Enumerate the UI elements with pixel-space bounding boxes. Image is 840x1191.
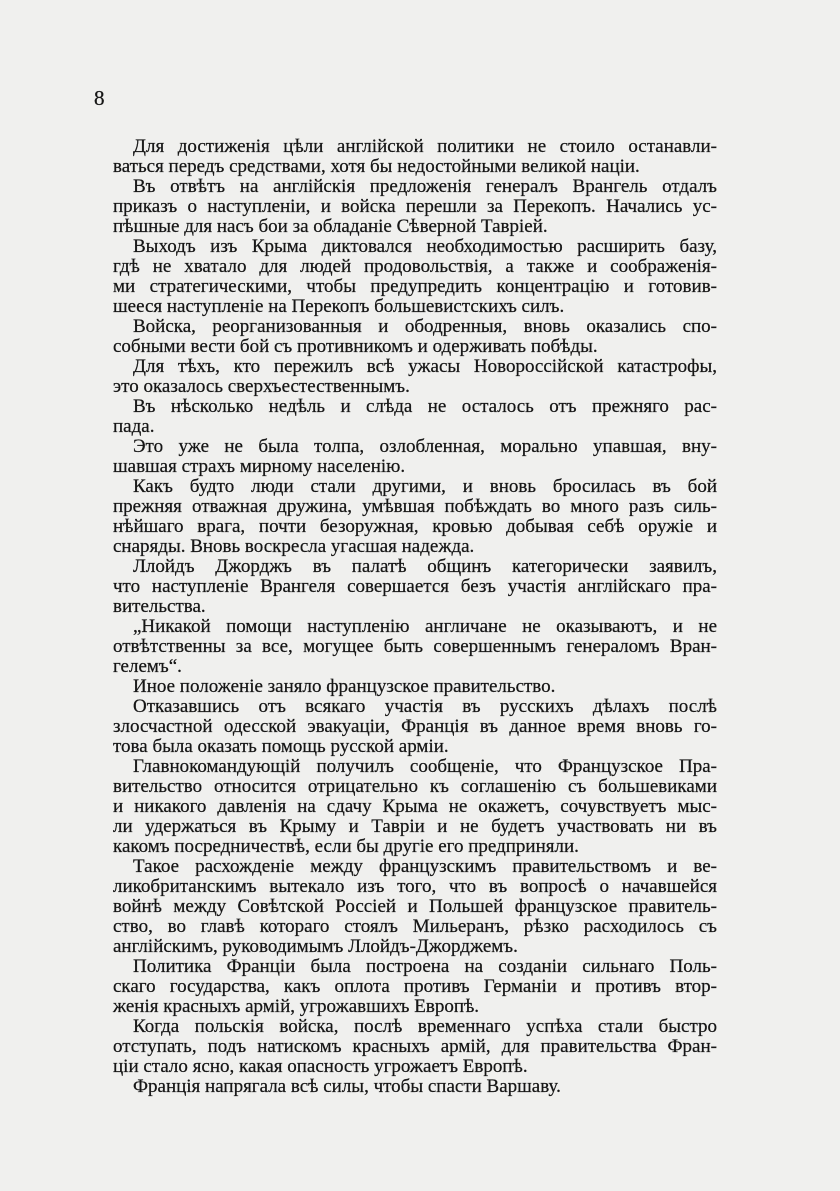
text-line: какомъ посредничествѣ, если бы другіе его предприняли. bbox=[113, 836, 579, 857]
text-line: снаряды. Вновь воскресла угасшая надежда. bbox=[113, 536, 475, 557]
paragraph bbox=[113, 857, 717, 957]
text-line: ли удержаться въ Крыму и Тавріи и не будетъ участвовать ни въ bbox=[113, 816, 717, 837]
text-line: вительство относится отрицательно къ соглашенію съ большевиками bbox=[113, 776, 717, 797]
text-line: скаго государства, какъ оплота противъ Германіи и противъ втор- bbox=[113, 976, 717, 997]
text-line: это оказалось сверхъестественнымъ. bbox=[113, 376, 410, 397]
text-line: отступать, подъ натискомъ красныхъ армій, для правительства Фран- bbox=[113, 1036, 717, 1057]
text-line: Для достиженія цѣли англійской политики не стоило останавли- bbox=[133, 136, 717, 157]
text-block bbox=[113, 137, 717, 1097]
text-line: шееся наступленіе на Перекопъ большевистскихъ силъ. bbox=[113, 296, 565, 317]
paragraph bbox=[113, 1017, 717, 1077]
text-line: и никакого давленія на сдачу Крыма не окажетъ, сочувствуетъ мыс- bbox=[113, 796, 717, 817]
text-line: англійскимъ, руководимымъ Ллойдъ-Джорджемъ. bbox=[113, 936, 518, 957]
text-line: ство, во главѣ котораго стоялъ Мильеранъ, рѣзко расходилось съ bbox=[113, 916, 717, 937]
paragraph bbox=[113, 697, 717, 757]
text-line: Въ нѣсколько недѣль и слѣда не осталось отъ прежняго рас- bbox=[133, 396, 717, 417]
paragraph bbox=[113, 317, 717, 357]
text-line: Это уже не была толпа, озлобленная, морально упавшая, вну- bbox=[133, 436, 717, 457]
paragraph bbox=[113, 957, 717, 1017]
text-line: прежняя отважная дружина, умѣвшая побѣждать во много разъ силь- bbox=[113, 496, 717, 517]
text-line: злосчастной одесской эвакуаціи, Франція въ данное время вновь го- bbox=[113, 716, 717, 737]
text-line: това была оказать помощь русской арміи. bbox=[113, 736, 449, 757]
text-line: ликобританскимъ вытекало изъ того, что въ вопросѣ о начавшейся bbox=[113, 876, 717, 897]
text-line: пада. bbox=[113, 416, 155, 437]
text-line: Когда польскія войска, послѣ временнаго успѣха стали быстро bbox=[133, 1016, 717, 1037]
text-line: Ллойдъ Джорджъ въ палатѣ общинъ категорически заявилъ, bbox=[133, 556, 717, 577]
paragraph bbox=[113, 1077, 717, 1097]
text-line: женія красныхъ армій, угрожавшихъ Европѣ. bbox=[113, 996, 480, 1017]
text-line: ваться передъ средствами, хотя бы недостойными великой націи. bbox=[113, 156, 640, 177]
text-line: Войска, реорганизованныя и ободренныя, вновь оказались спо- bbox=[133, 316, 717, 337]
text-line: гдѣ не хватало для людей продовольствія, а также и соображенія- bbox=[113, 256, 717, 277]
paragraph bbox=[113, 677, 717, 697]
paragraph bbox=[113, 397, 717, 437]
paragraph bbox=[113, 177, 717, 237]
text-line: Политика Франціи была построена на созданіи сильнаго Поль- bbox=[133, 956, 717, 977]
text-line: Въ отвѣтъ на англійскія предложенія генералъ Врангель отдалъ bbox=[133, 176, 717, 197]
paragraph bbox=[113, 237, 717, 317]
text-line: вительства. bbox=[113, 596, 206, 617]
text-line: что наступленіе Врангеля совершается безъ участія англійскаго пра- bbox=[113, 576, 717, 597]
text-line: Выходъ изъ Крыма диктовался необходимостью расширить базу, bbox=[133, 236, 717, 257]
text-line: шавшая страхъ мирному населенію. bbox=[113, 456, 406, 477]
paragraph bbox=[113, 557, 717, 617]
paragraph bbox=[113, 137, 717, 177]
paragraph bbox=[113, 357, 717, 397]
paragraph bbox=[113, 437, 717, 477]
text-line: Отказавшись отъ всякаго участія въ русскихъ дѣлахъ послѣ bbox=[133, 696, 717, 717]
text-line: Какъ будто люди стали другими, и вновь бросилась въ бой bbox=[133, 476, 717, 497]
text-line: ціи стало ясно, какая опасность угрожаетъ Европѣ. bbox=[113, 1056, 528, 1077]
text-line: пѣшные для насъ бои за обладаніе Сѣверной Тавріей. bbox=[113, 216, 548, 237]
page-number: 8 bbox=[94, 86, 105, 110]
text-line: собными вести бой съ противникомъ и одерживать побѣды. bbox=[113, 336, 598, 357]
text-line: „Никакой помощи наступленію англичане не оказываютъ, и не bbox=[133, 616, 717, 637]
text-line: Иное положеніе заняло французское правительство. bbox=[133, 676, 556, 697]
paragraph bbox=[113, 757, 717, 857]
text-line: войнѣ между Совѣтской Россіей и Польшей французское правитель- bbox=[113, 896, 717, 917]
paragraph bbox=[113, 477, 717, 557]
text-line: Главнокомандующій получилъ сообщеніе, что Французское Пра- bbox=[133, 756, 717, 777]
text-line: отвѣтственны за все, могущее быть совершеннымъ генераломъ Вран- bbox=[113, 636, 717, 657]
text-line: Для тѣхъ, кто пережилъ всѣ ужасы Новороссійской катастрофы, bbox=[133, 356, 717, 377]
text-line: нѣйшаго врага, почти безоружная, кровью добывая себѣ оружіе и bbox=[113, 516, 717, 537]
quotation-paragraph bbox=[113, 617, 717, 677]
text-line: приказъ о наступленіи, и войска перешли за Перекопъ. Начались ус- bbox=[113, 196, 717, 217]
text-line: Такое расхожденіе между французскимъ правительствомъ и ве- bbox=[133, 856, 717, 877]
text-line: Франція напрягала всѣ силы, чтобы спасти Варшаву. bbox=[133, 1076, 561, 1097]
text-line: гелемъ“. bbox=[113, 656, 182, 677]
text-line: ми стратегическими, чтобы предупредить концентрацію и готовив- bbox=[113, 276, 717, 297]
